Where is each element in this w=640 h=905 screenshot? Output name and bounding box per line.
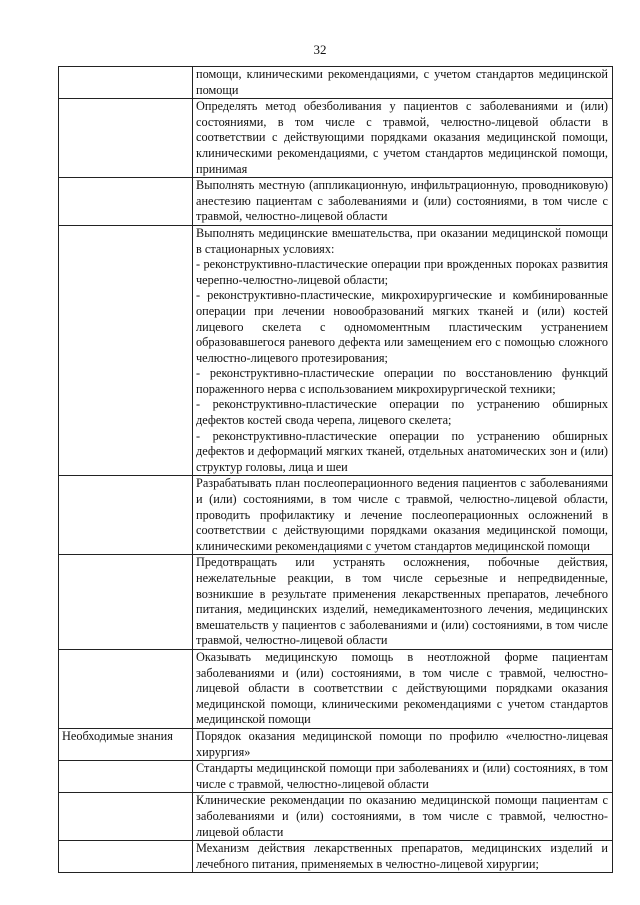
description-line: - реконструктивно-пластические операции по восстановлению функций пораженного нерва с использованием микрохирургической техники; — [196, 366, 608, 396]
row-description — [193, 225, 613, 476]
row-description — [193, 841, 613, 873]
table-row — [59, 793, 613, 841]
table-row — [59, 649, 613, 728]
row-description — [193, 793, 613, 841]
description-line: - реконструктивно-пластические, микрохирургические и комбинированные операции при лечении новообразований мягких тканей и (или) костей лицевого скелета с одномоментным пластическим устранением образовавшегося раневого дефекта или замещением его с помощью сложного челюстно-лицевого протезирования; — [196, 288, 608, 365]
table-row — [59, 476, 613, 555]
row-description — [193, 761, 613, 793]
row-description — [193, 99, 613, 178]
row-description — [193, 649, 613, 728]
row-category: Необходимые знания — [59, 728, 193, 760]
competency-table — [58, 66, 613, 873]
row-category — [59, 476, 193, 555]
table-row — [59, 555, 613, 650]
description-line: Механизм действия лекарственных препаратов, медицинских изделий и лечебного питания, применяемых в челюстно-лицевой хирургии; — [196, 841, 608, 871]
row-category — [59, 99, 193, 178]
table-row — [59, 178, 613, 226]
row-description — [193, 555, 613, 650]
table-row — [59, 728, 613, 760]
table-row — [59, 761, 613, 793]
row-category — [59, 67, 193, 99]
description-line: Предотвращать или устранять осложнения, побочные действия, нежелательные реакции, в том числе серьезные и непредвиденные, возникшие в результате применения лекарственных препаратов, лечебного питания, медицинских изделий, немедикаментозного лечения, медицинских вмешательств у пациентов с заболеваниями и (или) состояниями, в том числе травмой, челюстно-лицевой области — [196, 555, 608, 648]
description-line: - реконструктивно-пластические операции при врожденных пороках развития черепно-челюстно-лицевой области; — [196, 257, 608, 287]
description-line: Разрабатывать план послеоперационного ведения пациентов с заболеваниями и (или) состояниями, в том числе с травмой, челюстно-лицевой области, проводить профилактику и лечение послеоперационных осложнений в соответствии с действующими порядками оказания медицинской помощи, клиническими рекомендациями с учетом стандартов медицинской помощи — [196, 476, 608, 553]
row-category — [59, 761, 193, 793]
row-description — [193, 728, 613, 760]
row-description — [193, 178, 613, 226]
description-line: Клинические рекомендации по оказанию медицинской помощи пациентам с заболеваниями и (или) состояниями, в том числе с травмой, челюстно-лицевой области — [196, 793, 608, 839]
description-line: Выполнять медицинские вмешательства, при оказании медицинской помощи в стационарных условиях: — [196, 225, 608, 256]
row-description — [193, 476, 613, 555]
row-category — [59, 841, 193, 873]
page-number: 32 — [313, 42, 327, 57]
table-row — [59, 99, 613, 178]
description-line: Выполнять местную (аппликационную, инфильтрационную, проводниковую) анестезию пациентам с заболеваниями и (или) состояниями, в том числе с травмой, челюстно-лицевой области — [196, 178, 608, 224]
row-description — [193, 67, 613, 99]
description-line: Оказывать медицинскую помощь в неотложной форме пациентам заболеваниями и (или) состояниями, в том числе с травмой, челюстно-лицевой области в соответствии с действующими порядками оказания медицинской помощи, клиническими рекомендациями с учетом стандартов медицинской помощи — [196, 649, 608, 727]
table-row — [59, 841, 613, 873]
table-row — [59, 67, 613, 99]
description-line: помощи, клиническими рекомендациями, с учетом стандартов медицинской помощи — [196, 67, 608, 97]
description-line: - реконструктивно-пластические операции по устранению обширных дефектов и деформаций мягких тканей, отдельных анатомических зон и (или) структур головы, лица и шеи — [196, 428, 608, 474]
description-line: Порядок оказания медицинской помощи по профилю «челюстно-лицевая хирургия» — [196, 728, 608, 759]
description-line: - реконструктивно-пластические операции по устранению обширных дефектов костей свода черепа, лицевого скелета; — [196, 397, 608, 428]
row-category — [59, 793, 193, 841]
description-line: Стандарты медицинской помощи при заболеваниях и (или) состояниях, в том числе с травмой, челюстно-лицевой области — [196, 761, 608, 791]
row-category — [59, 555, 193, 650]
row-category — [59, 225, 193, 476]
competency-table-body — [59, 67, 613, 873]
description-line: Определять метод обезболивания у пациентов с заболеваниями и (или) состояниями, в том числе с травмой, челюстно-лицевой области в соответствии с действующими порядками оказания медицинской помощи, клиническими рекомендациями, с учетом стандартов медицинской помощи, принимая — [196, 99, 608, 176]
row-category — [59, 649, 193, 728]
table-row — [59, 225, 613, 476]
row-category — [59, 178, 193, 226]
